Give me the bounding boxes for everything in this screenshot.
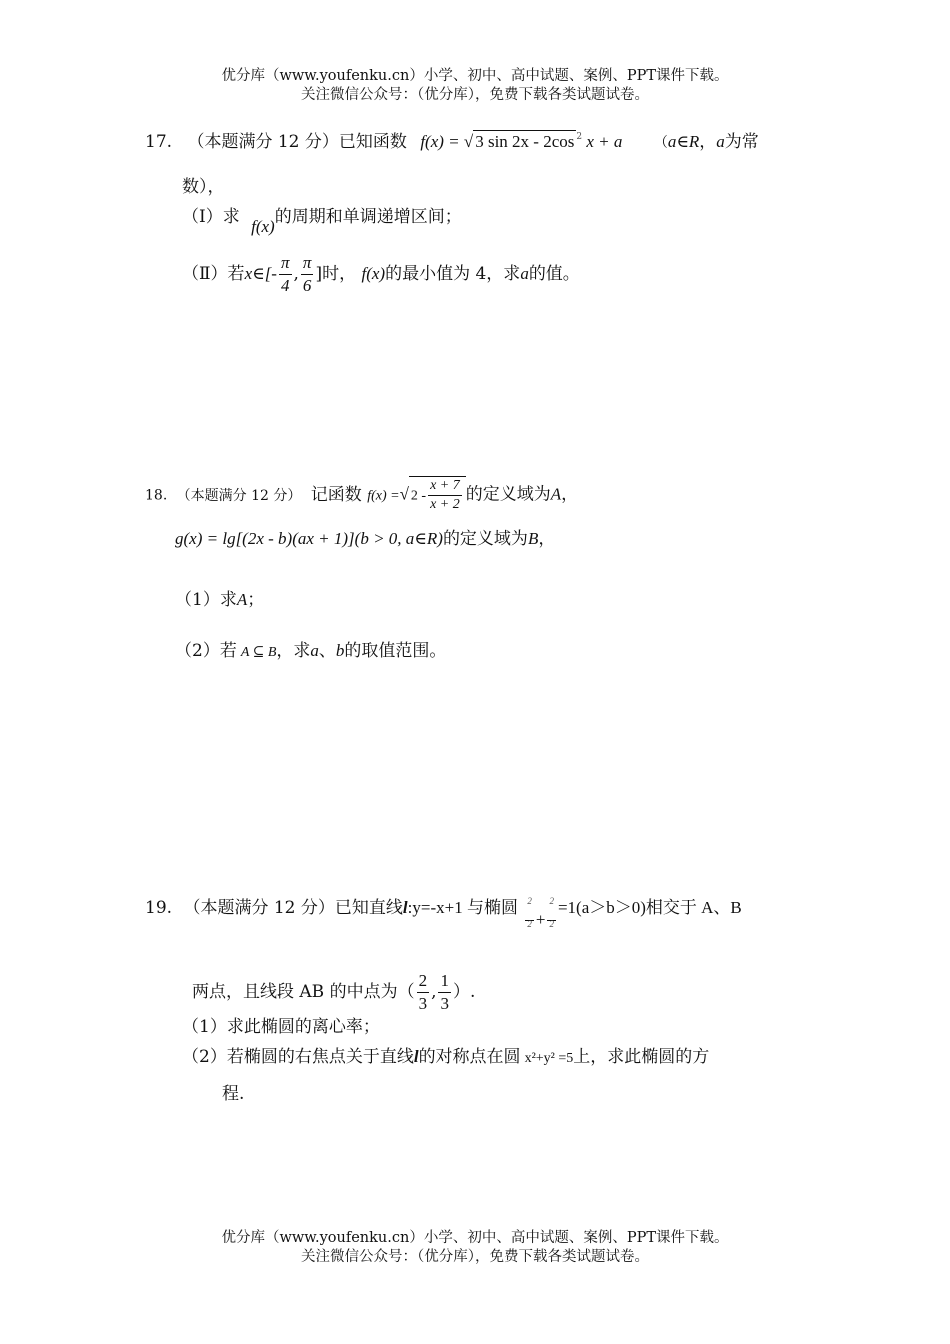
q17-pi-1: π bbox=[280, 253, 290, 272]
q18-tail-1: 的定义域为 bbox=[465, 484, 551, 505]
q18-p1-A: A bbox=[236, 590, 248, 609]
q17-p1-prefix: （Ⅰ）求 bbox=[182, 207, 240, 227]
q18-A: A bbox=[550, 484, 562, 504]
q19-mid-n2: 1 bbox=[440, 971, 449, 990]
q18-p2-rel: A ⊆ B bbox=[240, 645, 277, 660]
q17-cond-sep: ， bbox=[699, 132, 717, 152]
q17-pi-2: π bbox=[302, 253, 312, 272]
q18-frac-num: x + 7 bbox=[430, 478, 460, 493]
q19-p2-mid: 的对称点在圆 bbox=[418, 1047, 521, 1067]
q17-cond-open: （ bbox=[653, 135, 668, 151]
q18-number: 18. bbox=[145, 487, 168, 504]
q17-intro: （本题满分 12 分）已知函数 bbox=[187, 132, 407, 152]
q19-number: 19. bbox=[145, 898, 173, 918]
q19-cont-prefix: 两点，且线段 AB 的中点为（ bbox=[192, 982, 415, 1002]
q18-sqrt-pre: 2 - bbox=[410, 488, 427, 504]
q19-a-sq: 2 bbox=[527, 919, 532, 929]
q19-line-1 bbox=[145, 886, 742, 931]
q18-intro-2: 记函数 bbox=[310, 484, 362, 505]
q19-line-2: 两点，且线段 AB 的中点为（ $\frac{2}{3}$ , $\frac{1}{3}$ ）. bbox=[192, 971, 476, 1013]
header-line-2: 关注微信公众号：（优分库），免费下载各类试题试卷。 bbox=[301, 87, 649, 103]
q19-part-1: （1）求此椭圆的离心率； bbox=[182, 1017, 380, 1037]
q18-part-2 bbox=[175, 640, 446, 664]
q18-frac-den: x + 2 bbox=[430, 497, 460, 512]
q18-p2-sep: 、 bbox=[318, 641, 336, 661]
q19-p2-l: l bbox=[413, 1047, 419, 1066]
q17-cont: 数）， bbox=[182, 177, 225, 197]
q17-p2-a: a bbox=[520, 264, 529, 283]
q18-g: g(x) = lg[(2x - b)(ax + 1)](b > 0, a∈R) bbox=[175, 529, 443, 548]
q17-den-6: 6 bbox=[301, 274, 314, 297]
q17-func-end: x + a bbox=[582, 132, 623, 151]
q17-p2-x: x∈[- bbox=[244, 264, 277, 283]
q18-comma-2: ， bbox=[538, 529, 556, 549]
q19-x-sq: 2 bbox=[527, 896, 532, 906]
q18-B: B bbox=[527, 529, 539, 548]
q17-den-4: 4 bbox=[279, 274, 292, 297]
q19-part-2 bbox=[182, 1046, 709, 1070]
q18-line-1: 18. （本题满分 12 分） 记函数 f(x) =√ 2 - $\frac{x + 7}{x + 2}$ 的定义域为A， bbox=[145, 478, 579, 512]
q17-p2-close: ]时， bbox=[315, 264, 357, 284]
q19-cont-end: ）. bbox=[452, 982, 476, 1002]
q19-intro: （本题满分 12 分）已知直线 bbox=[183, 898, 403, 918]
header-line-1: 优分库（www.youfenku.cn）小学、初中、高中试题、案例、PPT课件下载。 bbox=[221, 68, 729, 84]
q18-comma: ， bbox=[561, 484, 579, 505]
q17-func-sq: 2 bbox=[576, 132, 583, 142]
q17-p2-tail: 的最小值为 4，求 bbox=[385, 264, 521, 284]
q19-plus: + bbox=[535, 910, 546, 929]
q17-p2-end: 的值。 bbox=[528, 264, 580, 284]
q19-mid-d2: 3 bbox=[440, 994, 449, 1013]
q18-line-2 bbox=[175, 528, 555, 550]
q17-part-1 bbox=[182, 206, 462, 236]
q17-func-body: 3 sin 2x - 2cos bbox=[475, 132, 575, 151]
q17-cond-tail: 为常 bbox=[724, 132, 759, 152]
q18-p1-prefix: （1）求 bbox=[175, 590, 237, 610]
q19-mid-d1: 3 bbox=[418, 994, 428, 1013]
q19-circle: x²+y² =5 bbox=[524, 1051, 574, 1066]
q18-func: f(x) = bbox=[367, 488, 400, 504]
q19-line-eq: :y=-x+1 与椭圆 bbox=[407, 898, 518, 917]
q17-line-1: 17. （本题满分 12 分）已知函数 f(x) = √ 3 sin 2x - 2cos $^2$ x + a （a∈R，a为常 bbox=[145, 132, 759, 152]
q18-p2-prefix: （2）若 bbox=[175, 641, 237, 661]
q17-p2-func: f(x) bbox=[361, 264, 386, 283]
footer-line-2: 关注微信公众号：（优分库），免费下载各类试题试卷。 bbox=[301, 1249, 649, 1265]
q17-cond: a∈R bbox=[667, 132, 700, 151]
q18-p2-a: a bbox=[310, 641, 319, 660]
q17-p1-tail: 的周期和单调递增区间； bbox=[274, 207, 462, 227]
q17-p1-func: f(x) bbox=[251, 217, 275, 236]
q18-p2-end: 的取值范围。 bbox=[344, 641, 447, 661]
q19-y-sq: 2 bbox=[549, 896, 554, 906]
q19-l: l bbox=[402, 898, 408, 917]
q19-b-sq: 2 bbox=[549, 919, 554, 929]
q18-p1-end: ； bbox=[247, 590, 265, 610]
q17-cond-a: a bbox=[716, 132, 725, 151]
q18-p2-mid: ，求 bbox=[276, 641, 311, 661]
q17-p2-prefix: （Ⅱ）若 bbox=[182, 264, 245, 284]
q18-tail-2: 的定义域为 bbox=[442, 529, 528, 549]
q19-eq-tail: =1(a＞b＞0)相交于 A、B bbox=[557, 898, 742, 917]
q17-number: 17. bbox=[145, 132, 173, 152]
q18-p2-b: b bbox=[335, 641, 345, 660]
q19-part-2-cont: 程. bbox=[222, 1084, 245, 1104]
footer-line-1: 优分库（www.youfenku.cn）小学、初中、高中试题、案例、PPT课件下载。 bbox=[221, 1230, 729, 1246]
q18-part-1 bbox=[175, 589, 264, 611]
q17-part-2: （Ⅱ）若x∈[- $\frac{\pi}{4}$ , $\frac{\pi}{6}$ ]时， f(x)的最小值为 4，求a的值。 bbox=[182, 253, 580, 295]
q18-intro: （本题满分 12 分） bbox=[176, 487, 302, 504]
q19-p2-prefix: （2）若椭圆的右焦点关于直线 bbox=[182, 1047, 414, 1067]
q19-p2-end: 上，求此椭圆的方 bbox=[573, 1047, 710, 1067]
q19-mid-n1: 2 bbox=[418, 971, 428, 990]
q17-func: f(x) = bbox=[420, 132, 464, 151]
